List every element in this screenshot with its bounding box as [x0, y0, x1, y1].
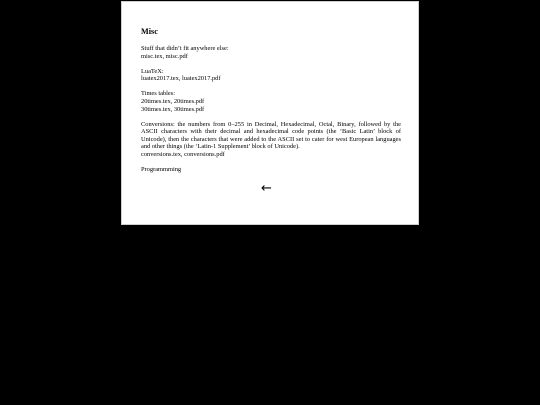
times-tables-heading: Times tables:	[141, 90, 176, 98]
programming-link[interactable]: Programmming	[141, 166, 182, 174]
slide-content	[141, 27, 401, 181]
misc-section	[141, 45, 401, 60]
luatex-files-link[interactable]: luatex2017.tex, luatex2017.pdf	[141, 75, 221, 83]
back-arrow-icon[interactable]: ←	[261, 181, 272, 196]
conversions-description: Conversions: the numbers from 0–255 in Decimal, Hexadecimal, Octal, Binary, followed by the ASCII characters with their decimal and hexadecimal code points (the ‘Basic Latin’ block of Unicode), then the characters that were added to the ASCII set to cater for west European languages and other things (the ‘Latin-1 Supplement’ block of Unicode).	[141, 120, 401, 151]
thirty-times-files-link[interactable]: 30times.tex, 30times.pdf	[141, 105, 205, 113]
luatex-section	[141, 68, 401, 83]
misc-files-link[interactable]: misc.tex, misc.pdf	[141, 52, 188, 60]
conversions-section	[141, 121, 401, 159]
programming-section	[141, 166, 401, 174]
misc-heading: Stuff that didn’t fit anywhere else:	[141, 45, 229, 52]
luatex-heading: LuaTeX:	[141, 67, 164, 75]
times-tables-section	[141, 90, 401, 113]
slide-title: Misc	[141, 27, 158, 36]
conversions-files-link[interactable]: conversions.tex, conversions.pdf	[141, 151, 225, 159]
slide-page	[121, 1, 419, 225]
twenty-times-files-link[interactable]: 20times.tex, 20times.pdf	[141, 97, 205, 105]
